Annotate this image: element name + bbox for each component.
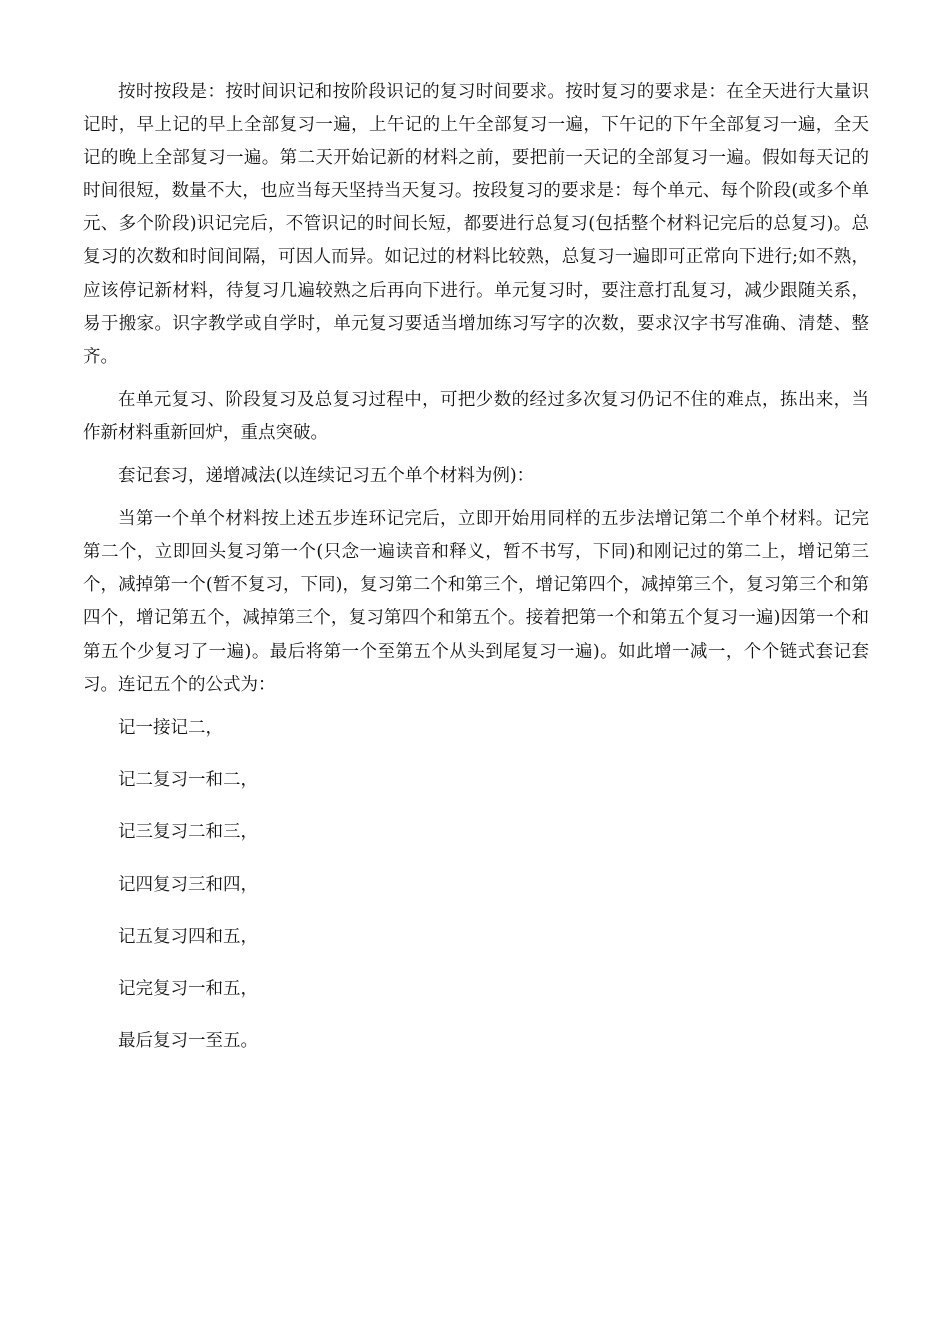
paragraph-review-timing: 按时按段是：按时间识记和按阶段识记的复习时间要求。按时复习的要求是：在全天进行大量识记时，早上记的早上全部复习一遍，上午记的上午全部复习一遍，下午记的下午全部复习一遍，全天记的晚上全部复习一遍。第二天开始记新的材料之前，要把前一天记的全部复习一遍。假如每天记的时间很短，数量不大，也应当每天坚持当天复习。按段复习的要求是：每个单元、每个阶段(或多个单元、多个阶段)识记完后，不管识记的时间长短，都要进行总复习(包括整个材料记完后的总复习)。总复习的次数和时间间隔，可因人而异。如记过的材料比较熟，总复习一遍即可正常向下进行;如不熟，应该停记新材料，待复习几遍较熟之后再向下进行。单元复习时，要注意打乱复习，减少跟随关系，易于搬家。识字教学或自学时，单元复习要适当增加练习写字的次数，要求汉字书写准确、清楚、整齐。 bbox=[83, 82, 869, 367]
paragraph-difficult-points: 在单元复习、阶段复习及总复习过程中，可把少数的经过多次复习仍记不住的难点，拣出来，当作新材料重新回炉，重点突破。 bbox=[83, 389, 869, 443]
paragraph-method-title: 套记套习，递增减法(以连续记习五个单个材料为例)： bbox=[118, 466, 535, 487]
formula-line: 最后复习一至五。 bbox=[118, 1031, 258, 1052]
formula-line: 记五复习四和五， bbox=[118, 926, 258, 947]
formula-line: 记三复习二和三， bbox=[118, 822, 258, 843]
formula-line: 记完复习一和五， bbox=[118, 979, 258, 1000]
formula-line: 记二复习一和二， bbox=[118, 769, 258, 790]
paragraph-method-description: 当第一个单个材料按上述五步连环记完后，立即开始用同样的五步法增记第二个单个材料。记完第二个，立即回头复习第一个(只念一遍读音和释义，暂不书写，下同)和刚记过的第二上，增记第三个，减掉第一个(暂不复习，下同)，复习第二个和第三个，增记第四个，减掉第三个，复习第三个和第四个，增记第五个，减掉第三个，复习第四个和第五个。接着把第一个和第五个复习一遍)因第一个和第五个少复习了一遍)。最后将第一个至第五个从头到尾复习一遍)。如此增一减一，个个链式套记套习。连记五个的公式为： bbox=[83, 509, 869, 695]
formula-list bbox=[83, 712, 869, 1078]
formula-line: 记一接记二， bbox=[118, 717, 223, 738]
document-page bbox=[83, 76, 869, 1078]
formula-line: 记四复习三和四， bbox=[118, 874, 258, 895]
